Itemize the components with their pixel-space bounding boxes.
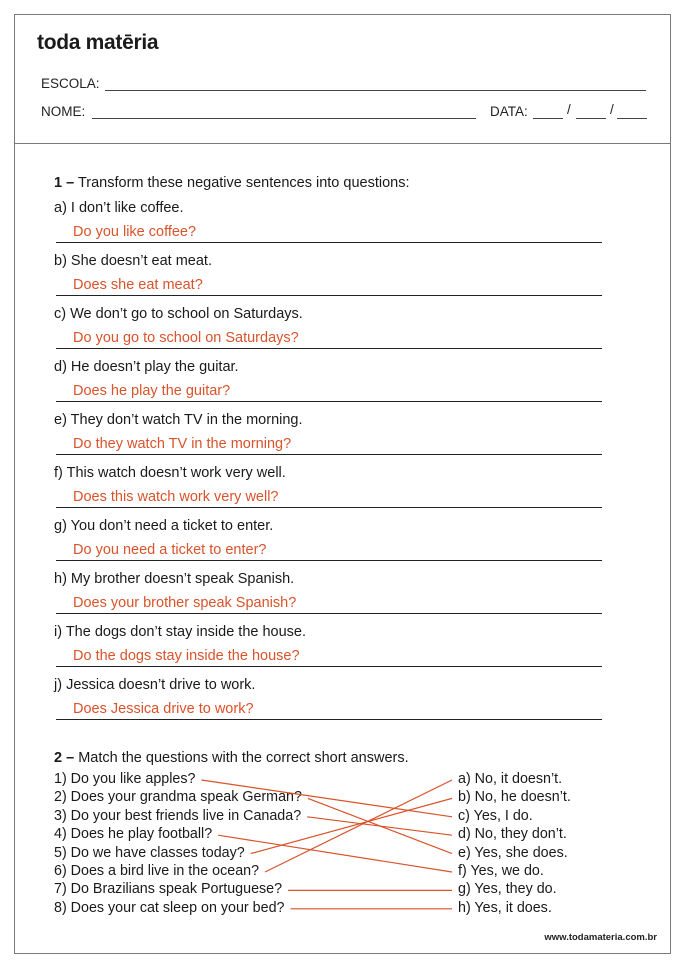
exercise-1-question: b) She doesn’t eat meat. [54,253,212,269]
match-question-3[interactable]: 3) Do your best friends live in Canada? [54,807,302,824]
exercise-1-question: e) They don’t watch TV in the morning. [54,412,303,428]
exercise-1-question: f) This watch doesn’t work very well. [54,465,286,481]
match-answer-a[interactable]: a) No, it doesn’t. [458,771,563,787]
exercise-1-answer: Do they watch TV in the morning? [73,436,292,452]
date-separator: / [610,102,614,117]
exercise-1-question: a) I don’t like coffee. [54,200,184,216]
match-answer-e[interactable]: e) Yes, she does. [458,844,568,861]
exercise-1-answer: Do you like coffee? [73,224,197,240]
exercise-2-number: 2 – [54,750,75,766]
exercise-1-answer: Do you go to school on Saturdays? [73,330,299,346]
exercise-2-instruction: Match the questions with the correct short answers. [78,750,409,766]
exercise-1-answer: Does this watch work very well? [73,489,279,505]
exercise-1-question: g) You don’t need a ticket to enter. [54,518,274,534]
exercise-1-answer: Do you need a ticket to enter? [73,542,267,558]
match-answer-d[interactable]: d) No, they don’t. [458,826,567,843]
exercise-1-answer: Does Jessica drive to work? [73,701,254,717]
match-answer-c[interactable]: c) Yes, I do. [458,807,533,824]
match-answer-b[interactable]: b) No, he doesn’t. [458,789,571,806]
school-label: ESCOLA: [41,76,100,91]
match-question-2[interactable]: 2) Does your grandma speak German? [54,789,302,806]
match-answer-f[interactable]: f) Yes, we do. [458,863,544,879]
match-line-5-b [251,798,452,853]
match-question-7[interactable]: 7) Do Brazilians speak Portuguese? [54,881,283,898]
exercise-1-question: i) The dogs don’t stay inside the house. [54,624,307,640]
match-answer-h[interactable]: h) Yes, it does. [458,899,552,916]
date-separator: / [567,102,571,117]
match-question-8[interactable]: 8) Does your cat sleep on your bed? [54,899,285,916]
exercise-1-answer: Does she eat meat? [73,277,203,293]
exercise-1-answer: Do the dogs stay inside the house? [73,648,300,664]
match-question-6[interactable]: 6) Does a bird live in the ocean? [54,863,260,879]
exercise-1-instruction: Transform these negative sentences into questions: [77,175,410,191]
brand-logo: toda matēria [37,31,159,54]
name-label: NOME: [41,104,86,119]
exercise-1-question: h) My brother doesn’t speak Spanish. [54,571,295,587]
match-question-5[interactable]: 5) Do we have classes today? [54,844,245,861]
match-answer-g[interactable]: g) Yes, they do. [458,881,557,898]
match-question-4[interactable]: 4) Does he play football? [54,826,213,843]
date-label: DATA: [490,104,528,119]
match-question-1[interactable]: 1) Do you like apples? [54,771,196,787]
exercise-1-question: d) He doesn’t play the guitar. [54,359,239,375]
exercise-1-question: c) We don’t go to school on Saturdays. [54,306,303,322]
exercise-1-question: j) Jessica doesn’t drive to work. [54,677,256,693]
exercise-1-answer: Does he play the guitar? [73,383,231,399]
exercise-1-answer: Does your brother speak Spanish? [73,595,297,611]
website-footer: www.todamateria.com.br [544,932,657,943]
exercise-1-number: 1 – [54,175,75,191]
